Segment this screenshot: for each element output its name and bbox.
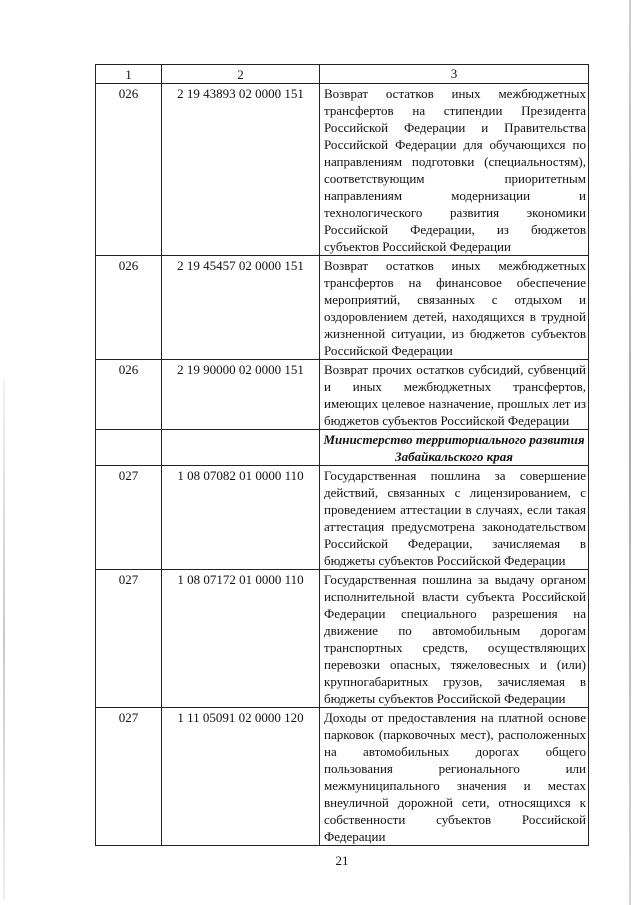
admin-code-cell: 027 bbox=[96, 708, 162, 846]
admin-code-cell: 026 bbox=[96, 360, 162, 430]
kbk-code-cell: 1 08 07082 01 0000 110 bbox=[162, 466, 320, 570]
description-cell bbox=[320, 708, 589, 846]
empty-cell bbox=[162, 430, 320, 466]
description-cell bbox=[320, 84, 589, 256]
description-cell bbox=[320, 256, 589, 360]
admin-code-cell: 027 bbox=[96, 570, 162, 708]
admin-code-cell: 027 bbox=[96, 466, 162, 570]
description-cell bbox=[320, 360, 589, 430]
description-text: Возврат остатков иных межбюджетных трансфертов на стипендии Президента Российской Федерации и Правительства Российской Федерации для обучающихся по направлениям подготовки (специальностям), соответствующим приоритетным направлениям модернизации и технологического развития экономики Российской Федерации, из бюджетов субъектов Российской Федерации bbox=[324, 86, 586, 254]
budget-codes-table bbox=[95, 64, 589, 846]
kbk-code-cell: 1 11 05091 02 0000 120 bbox=[162, 708, 320, 846]
description-text: Возврат остатков иных межбюджетных трансфертов на финансовое обеспечение мероприятий, связанных с отдыхом и оздоровлением детей, находящихся в трудной жизненной ситуации, из бюджетов субъектов Российской Федерации bbox=[324, 258, 586, 358]
table-row bbox=[96, 256, 589, 360]
admin-code-cell: 026 bbox=[96, 84, 162, 256]
description-text: Возврат прочих остатков субсидий, субвенций и иных межбюджетных трансфертов, имеющих целевое назначение, прошлых лет из бюджетов субъектов Российской Федерации bbox=[324, 362, 586, 428]
scan-edge-right bbox=[629, 0, 631, 905]
empty-cell bbox=[96, 430, 162, 466]
kbk-code-cell: 1 08 07172 01 0000 110 bbox=[162, 570, 320, 708]
page-number: 21 bbox=[335, 853, 349, 868]
section-heading-cell bbox=[320, 430, 589, 466]
kbk-code-cell: 2 19 43893 02 0000 151 bbox=[162, 84, 320, 256]
table-row bbox=[96, 466, 589, 570]
description-text: Государственная пошлина за выдачу органом исполнительной власти субъекта Российской Федерации специального разрешения на движение по автомобильным дорогам транспортных средств, осуществляющих перевозки опасных, тяжеловесных и (или) крупногабаритных грузов, зачисляемая в бюджеты субъектов Российской Федерации bbox=[324, 572, 586, 706]
admin-code-cell: 026 bbox=[96, 256, 162, 360]
header-col-2: 2 bbox=[162, 65, 320, 84]
scan-edge-left bbox=[3, 380, 5, 900]
description-cell bbox=[320, 466, 589, 570]
header-col-1: 1 bbox=[96, 65, 162, 84]
header-col-3: 3 bbox=[320, 65, 589, 84]
section-heading: Министерство территориального развития Забайкальского края bbox=[323, 432, 585, 464]
table-row bbox=[96, 708, 589, 846]
table-row bbox=[96, 570, 589, 708]
table-header-row bbox=[96, 65, 589, 84]
description-text: Государственная пошлина за совершение действий, связанных с лицензированием, с проведением аттестации в случаях, если такая аттестация предусмотрена законодательством Российской Федерации, зачисляемая в бюджеты субъектов Российской Федерации bbox=[324, 468, 586, 568]
description-cell bbox=[320, 570, 589, 708]
section-row bbox=[96, 430, 589, 466]
kbk-code-cell: 2 19 45457 02 0000 151 bbox=[162, 256, 320, 360]
table-row bbox=[96, 84, 589, 256]
description-text: Доходы от предоставления на платной основе парковок (парковочных мест), расположенных на автомобильных дорогах общего пользования регионального или межмуниципального значения и местах внеуличной дорожной сети, относящихся к собственности субъектов Российской Федерации bbox=[324, 710, 586, 844]
kbk-code-cell: 2 19 90000 02 0000 151 bbox=[162, 360, 320, 430]
table-row bbox=[96, 360, 589, 430]
